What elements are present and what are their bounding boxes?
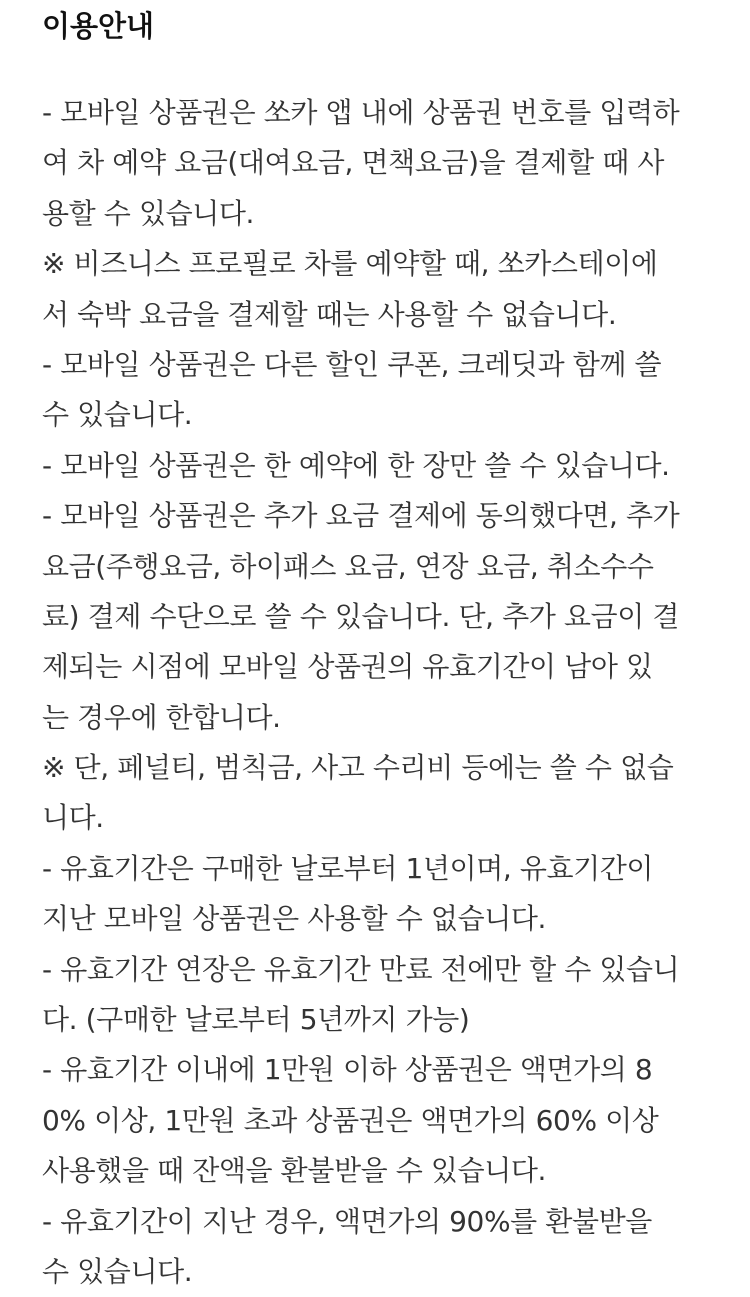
notice-line: 제되는 시점에 모바일 상품권의 유효기간이 남아 있 <box>42 650 653 684</box>
notice-line: - 유효기간 연장은 유효기간 만료 전에만 할 수 있습니 <box>42 952 680 986</box>
notice-line: 요금(주행요금, 하이패스 요금, 연장 요금, 취소수수 <box>42 549 654 583</box>
notice-line: 는 경우에 한합니다. <box>42 700 281 734</box>
notice-line: 니다. <box>42 801 104 835</box>
notice-line: 료) 결제 수단으로 쓸 수 있습니다. 단, 추가 요금이 결 <box>42 599 679 633</box>
notice-line: - 유효기간 이내에 1만원 이하 상품권은 액면가의 8 <box>42 1053 653 1087</box>
notice-line: - 유효기간은 구매한 날로부터 1년이며, 유효기간이 <box>42 851 654 885</box>
notice-line: 지난 모바일 상품권은 사용할 수 없습니다. <box>42 902 547 936</box>
usage-notice <box>42 6 722 1297</box>
notice-body <box>42 88 722 1297</box>
notice-line: - 모바일 상품권은 한 예약에 한 장만 쓸 수 있습니다. <box>42 448 670 482</box>
notice-line: 서 숙박 요금을 결제할 때는 사용할 수 없습니다. <box>42 297 617 331</box>
notice-line: 사용했을 때 잔액을 환불받을 수 있습니다. <box>42 1154 547 1188</box>
notice-line: 용할 수 있습니다. <box>42 196 255 230</box>
notice-line: - 모바일 상품권은 추가 요금 결제에 동의했다면, 추가 <box>42 499 680 533</box>
notice-line: 여 차 예약 요금(대여요금, 면책요금)을 결제할 때 사 <box>42 146 665 180</box>
notice-line: - 모바일 상품권은 다른 할인 쿠폰, 크레딧과 함께 쓸 <box>42 347 662 381</box>
notice-line: 0% 이상, 1만원 초과 상품권은 액면가의 60% 이상 <box>42 1103 659 1137</box>
notice-line: 수 있습니다. <box>42 398 193 432</box>
notice-line: ※ 비즈니스 프로필로 차를 예약할 때, 쏘카스테이에 <box>42 247 658 281</box>
notice-title: 이용안내 <box>42 9 155 43</box>
notice-line: ※ 단, 페널티, 범칙금, 사고 수리비 등에는 쓸 수 없습 <box>42 751 674 785</box>
notice-line: - 모바일 상품권은 쏘카 앱 내에 상품권 번호를 입력하 <box>42 96 680 129</box>
notice-line: - 유효기간이 지난 경우, 액면가의 90%를 환불받을 <box>42 1204 652 1238</box>
notice-line: 수 있습니다. <box>42 1254 193 1288</box>
notice-line: 다. (구매한 날로부터 5년까지 가능) <box>42 1003 470 1037</box>
